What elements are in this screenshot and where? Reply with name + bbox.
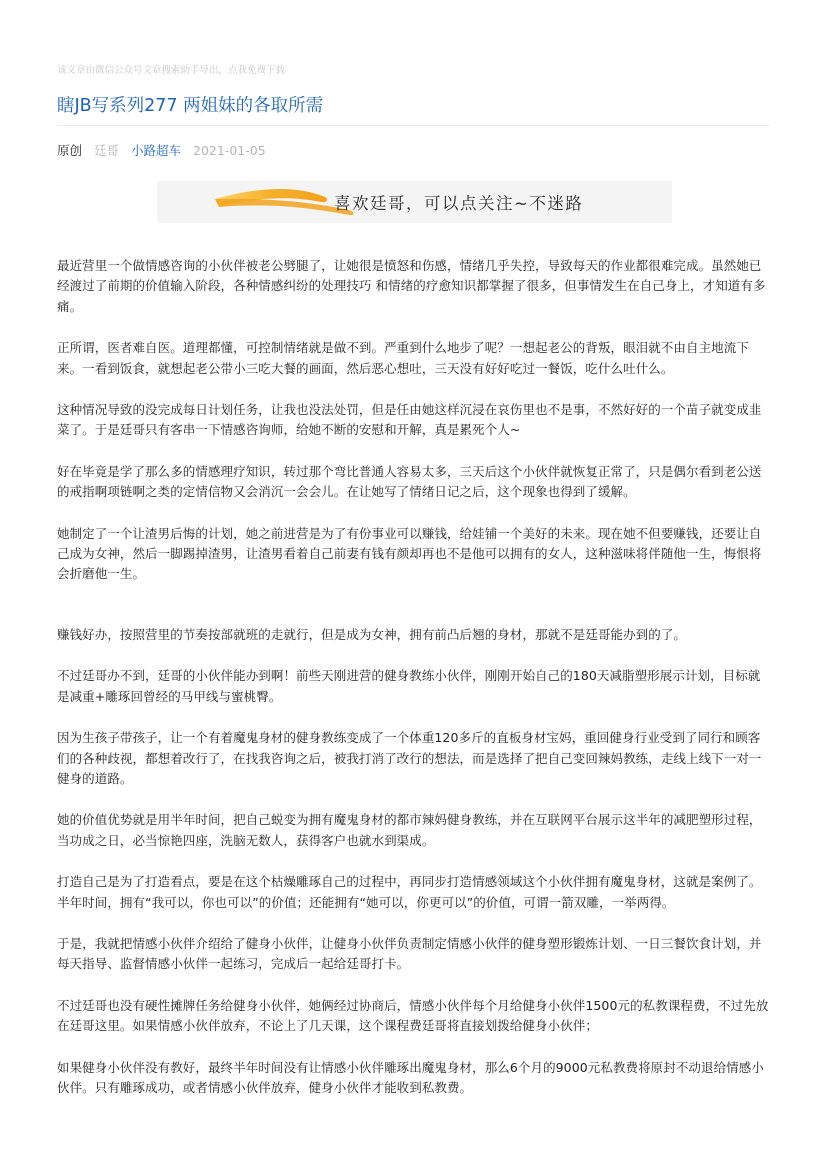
paragraph: 这种情况导致的没完成每日计划任务，让我也没法处罚，但是任由她这样沉浸在哀伤里也不是事，不然好好的一个苗子就变成韭菜了。于是廷哥只有客串一下情感咨询师，给她不断的安慰和开解，真是累死个人~ — [57, 402, 762, 438]
paragraph: 她制定了一个让渣男后悔的计划，她之前进营是为了有份事业可以赚钱，给娃铺一个美好的未来。现在她不但要赚钱，还要让自己成为女神，然后一脚踢掉渣男，让渣男看着自己前妻有钱有颜却再也不是他可以拥有的女人，这种滋味将伴随他一生，悔恨将会折磨他一生。 — [57, 525, 762, 582]
paragraph: 最近营里一个做情感咨询的小伙伴被老公劈腿了，让她很是愤怒和伤感，情绪几乎失控，导致每天的作业都很难完成。虽然她已经渡过了前期的价值输入阶段，各种情感纠纷的处理技巧 和情绪的疗愈知识都掌握了很多，但事情发生在自己身上，才知道有多痛。 — [57, 258, 766, 314]
title-divider — [57, 125, 770, 126]
export-notice-link[interactable]: 该文章由微信公众号文章搜索助手导出，点我免费下载 — [57, 65, 286, 76]
paragraph: 如果健身小伙伴没有教好，最终半年时间没有让情感小伙伴雕琢出魔鬼身材，那么6个月的9000元私教费将原封不动退给情感小伙伴。只有雕琢成功，或者情感小伙伴放弃，健身小伙伴才能收到私教费。 — [57, 1059, 764, 1095]
paragraph: 正所谓，医者难自医。道理都懂，可控制情绪就是做不到。严重到什么地步了呢？一想起老公的背叛，眼泪就不由自主地流下来。一看到饭食，就想起老公带小三吃大餐的画面，然后恶心想吐，三天没有好好吃过一餐饭，吃什么吐什么。 — [57, 340, 749, 376]
banner-text: 喜欢廷哥，可以点关注~不迷路 — [334, 194, 584, 213]
article-meta — [57, 141, 274, 159]
paragraph: 不过廷哥办不到，廷哥的小伙伴能办到啊！前些天刚进营的健身教练小伙伴，刚刚开始自己的180天减脂塑形展示计划，目标就是减重+雕琢回曾经的马甲线与蜜桃臀。 — [57, 668, 761, 704]
article-body — [57, 256, 770, 1119]
paragraph: 不过廷哥也没有硬性摊牌任务给健身小伙伴，她俩经过协商后，情感小伙伴每个月给健身小伙伴1500元的私教课程费，不过先放在廷哥这里。如果情感小伙伴放弃，不论上了几天课，这个课程费廷哥将直接划拨给健身小伙伴； — [57, 997, 769, 1034]
article-title: 瞎JB写系列277 两姐妹的各取所需 — [57, 96, 324, 116]
paragraph: 赚钱好办，按照营里的节奏按部就班的走就行，但是成为女神，拥有前凸后翘的身材，那就不是廷哥能办到的了。 — [57, 626, 687, 642]
follow-banner-image — [157, 181, 672, 223]
paragraph: 好在毕竟是学了那么多的情感理疗知识，转过那个弯比普通人容易太多，三天后这个小伙伴就恢复正常了，只是偶尔看到老公送的戒指啊项链啊之类的定情信物又会消沉一会会儿。在让她写了情绪日记之后，这个现象也得到了缓解。 — [57, 463, 762, 500]
paragraph: 因为生孩子带孩子，让一个有着魔鬼身材的健身教练变成了一个体重120多斤的直板身材宝妈，重回健身行业受到了同行和顾客们的各种歧视，都想着改行了，在找我咨询之后，被我打消了改行的想法，而是选择了把自己变回辣妈教练，走线上线下一对一健身的道路。 — [57, 730, 762, 786]
publish-date: 2021-01-05 — [193, 143, 266, 158]
paragraph: 于是，我就把情感小伙伴介绍给了健身小伙伴，让健身小伙伴负责制定情感小伙伴的健身塑形锻炼计划、一日三餐饮食计划，并每天指导、监督情感小伙伴一起练习，完成后一起给廷哥打卡。 — [57, 935, 762, 972]
account-link[interactable]: 小路超车 — [131, 143, 182, 158]
author-name: 廷哥 — [94, 143, 120, 158]
original-tag: 原创 — [57, 143, 83, 158]
paragraph: 打造自己是为了打造看点，要是在这个枯燥雕琢自己的过程中，再同步打造情感领域这个小伙伴拥有魔鬼身材，这就是案例了。半年时间，拥有“我可以，你也可以”的价值；还能拥有“她可以，你更可以”的价值，可谓一箭双雕，一举两得。 — [57, 874, 762, 910]
paragraph: 她的价值优势就是用半年时间，把自己蜕变为拥有魔鬼身材的都市辣妈健身教练，并在互联网平台展示这半年的减肥塑形过程，当功成之日，必当惊艳四座，洗脑无数人，获得客户也就水到渠成。 — [57, 812, 762, 848]
